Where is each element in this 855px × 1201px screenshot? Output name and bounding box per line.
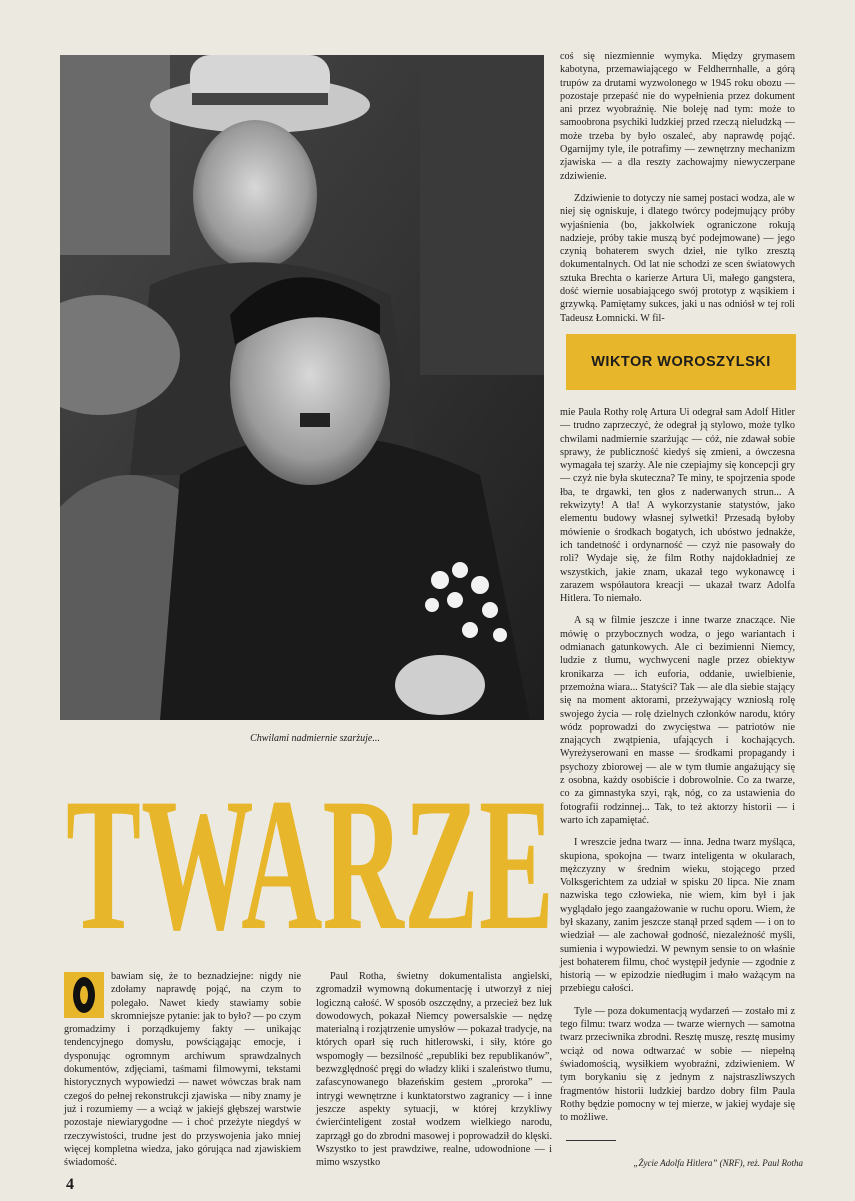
dropcap-letter-shape	[73, 977, 95, 1013]
right-column-top	[560, 50, 795, 334]
dropcap	[64, 972, 104, 1018]
paragraph: Zdziwienie to dotyczy nie samej postaci wodza, ale w niej się ogniskuje, i dlatego twórcy podejmujący próby wyjaśnienia (bo, jakkolwiek ograniczone rokują nadzieje, próby takie muszą być podejmowane) — jego czynią bohaterem swych dzieł, nie tylko zresztą dokumentalnych. Od lat nie schodzi ze scen światowych sztuka Brechta o karierze Artura Ui, małego gangstera, dość wiernie uosabiającego swój prototyp z wąsikiem i grzywką. Pamiętamy sukces, jaki u nas odniósł w tej roli Tadeusz Łomnicki. W fil-	[560, 192, 795, 324]
film-credit: „Życie Adolfa Hitlera” (NRF), reż. Paul Rotha	[633, 1158, 803, 1168]
photo-illustration	[60, 55, 544, 720]
paragraph: mie Paula Rothy rolę Artura Ui odegrał sam Adolf Hitler — trudno zaprzeczyć, że odegrał ją stylowo, może tylko chwilami nadmiernie szarżując — cóż, nie zdawał sobie sprawy, że publiczność kiedyś się zmieni, a ówczesna wymagała tej szarży. Ale nie czepiajmy się koncepcji gry — czyż nie była skuteczna? Te miny, te spojrzenia spode łba, te drgawki, ten głos z naderwanych strun... A rekwizyty! A tła! A wykorzystanie statystów, jako elementu budowy własnej sylwetki! Przesadą byłoby mówienie o środkach bogatych, ich ubóstwo jednakże, ich tandetność i ordynarność — czyż nie pasowały do roli? Wydaje się, że film Rothy najdokładniej ze wszystkich, jakie znam, ukazał tego wykonawcę i zarazem współautora kreacji — ukazał twarz Adolfa Hitlera. To niemało.	[560, 407, 795, 605]
title-lettering	[64, 766, 556, 946]
article-title	[64, 766, 556, 946]
page-number: 4	[66, 1176, 74, 1193]
author-box	[566, 334, 796, 390]
divider	[566, 1140, 616, 1141]
bottom-column-middle	[316, 970, 552, 1178]
paragraph: Paul Rotha, świetny dokumentalista angielski, zgromadził wymowną dokumentację i utworzył z niej logiczną całość. W sposób oszczędny, a przecież bez luk dowodowych, pokazał Niemcy powersalskie — nędzę materialną i rozjątrzenie umysłów — pokazał tradycje, na których oparł się ruch hitlerowski, i siły, które go wspomogły — bezsilność „republiki bez republikanów”, bezwzględność pręgi do władzy kliki i szaleństwo tłumu, zafascynowanego błazeńskim gestem „proroka” — intrygi wewnętrzne i kunktatorstwo zagranicy — i inne jeszcze aspekty sytuacji, w której krzykliwy ćwierćinteligent został wodzem wielkiego narodu, zaprzągł go do zbrodni masowej i poprowadził do klęski. Wszystko to jest prawdziwe, realne, udowodnione — i mimo wszystko	[316, 971, 552, 1169]
paragraph: I wreszcie jedna twarz — inna. Jedna twarz myśląca, skupiona, spokojna — twarz inteligenta w okularach, mężczyzny w średnim wieku, stojącego przed Volksgerichtem za udział w spisku 20 lipca. Nie znam nazwiska tego człowieka, nie wiem, kim był i jak wyglądało jego zaangażowanie w ruchu oporu. Wiem, że był skazany, zanim jeszcze stanął przed sądem — i on to wiedział — ale zachował godność, niezależność myśli, sumienia i wypowiedzi. W pewnym sensie to on właśnie jest bohaterem filmu, choć występił jedynie — zgodnie z historią — w epizodzie niedługim i mało ważącym na przebiegu całości.	[560, 837, 795, 995]
paragraph: A są w filmie jeszcze i inne twarze znaczące. Nie mówię o przybocznych wodza, o jego wariantach i odmianach gatunkowych. Ale ci bezimienni Niemcy, ludzie z tłumu, wychwyceni nagle przez obiektyw kronikarza — ich euforia, oddanie, uwielbienie, przemożna wiara... Statyści? Tak — ale dla siebie stający się na moment aktorami, przeżywający wzniosłą rolę swojego życia — rolę dzielnych członków narodu, który wódz poprowadzi do zwycięstwa — patriotów nie znających zwątpienia, ufających i kochających. Wyreżyserowani en masse — środkami propagandy i psychozy zbiorowej — ale w tym tłumie angażujący się z osobna, każdy osobiście i dobrowolnie. Co za twarze, co za gimnastyka szyi, rąk, nóg, co za ustawienia do fotografii rodzinnej... Tak, to też aktorzy historii — i warto ich zapamiętać.	[560, 615, 795, 826]
author-name: WIKTOR WOROSZYLSKI	[591, 354, 771, 370]
right-column-bottom	[560, 406, 795, 1133]
photo-caption: Chwilami nadmiernie szarżuje...	[250, 733, 380, 744]
title-text: TWARZE	[66, 766, 554, 946]
bottom-column-left	[64, 970, 301, 1178]
paragraph: coś się niezmiennie wymyka. Między grymasem kabotyna, przemawiającego w Feldherrnhalle, a górą trupów za drutami wyzwolonego w 1945 roku obozu — pozostaje przepaść nie do wypełnienia przez dokument ani przez wyobraźnię. Nie boleję nad tym: może to samoobrona psychiki ludzkiej przed rzeczą nieludzką — może trzeba by było oszaleć, aby naprawdę pojąć. Ogarnijmy tyle, ile potrafimy — zewnętrzny mechanizm zjawiska — a dla reszty zachowajmy niewyczerpane zdziwienie.	[560, 51, 795, 182]
paragraph: Tyle — poza dokumentacją wydarzeń — zostało mi z tego filmu: twarz wodza — twarze wiernych — samotna twarz przeciwnika zbrodni. Resztę muszę, resztę musimy wciąż od nowa odtwarzać w sobie — niepełną świadomością, wysiłkiem wyobraźni, zdziwieniem. W tym borykaniu się z jednym z najstraszliwszych fragmentów historii ludzkiej bardzo dobry film Paula Rothy będzie pomocny w tej mierze, w jakiej wydaje się to możliwe.	[560, 1005, 795, 1124]
photo-hitler-crowd	[60, 55, 544, 720]
intro-text: bawiam się, że to beznadziejne: nigdy nie zdołamy naprawdę pojąć, na czym to polegało. Nawet kiedy stawiamy sobie skromniejsze pytanie: jak to było? — po czym gromadzimy i porządkujemy fakty — unikając tendencyjnego domysłu, powściągając emocje, i dysponując ogromnym archiwum sprawdzalnych dokumentów, zdjęciami, taśmami filmowymi, tekstami historycznych wypowiedzi — nawet wówczas brak nam czegoś do pełnej rekonstrukcji zjawiska — niby znamy je już i rozumiemy — a wciąż w jakiejś głębszej warstwie pozostaje niewiarygodne — i choć przeżyte niegdyś w rzeczywistości, trudne jest do przyswojenia jako mniej więcej kompletna wiedza, jako górująca nad zjawiskiem świadomość.	[64, 971, 301, 1169]
